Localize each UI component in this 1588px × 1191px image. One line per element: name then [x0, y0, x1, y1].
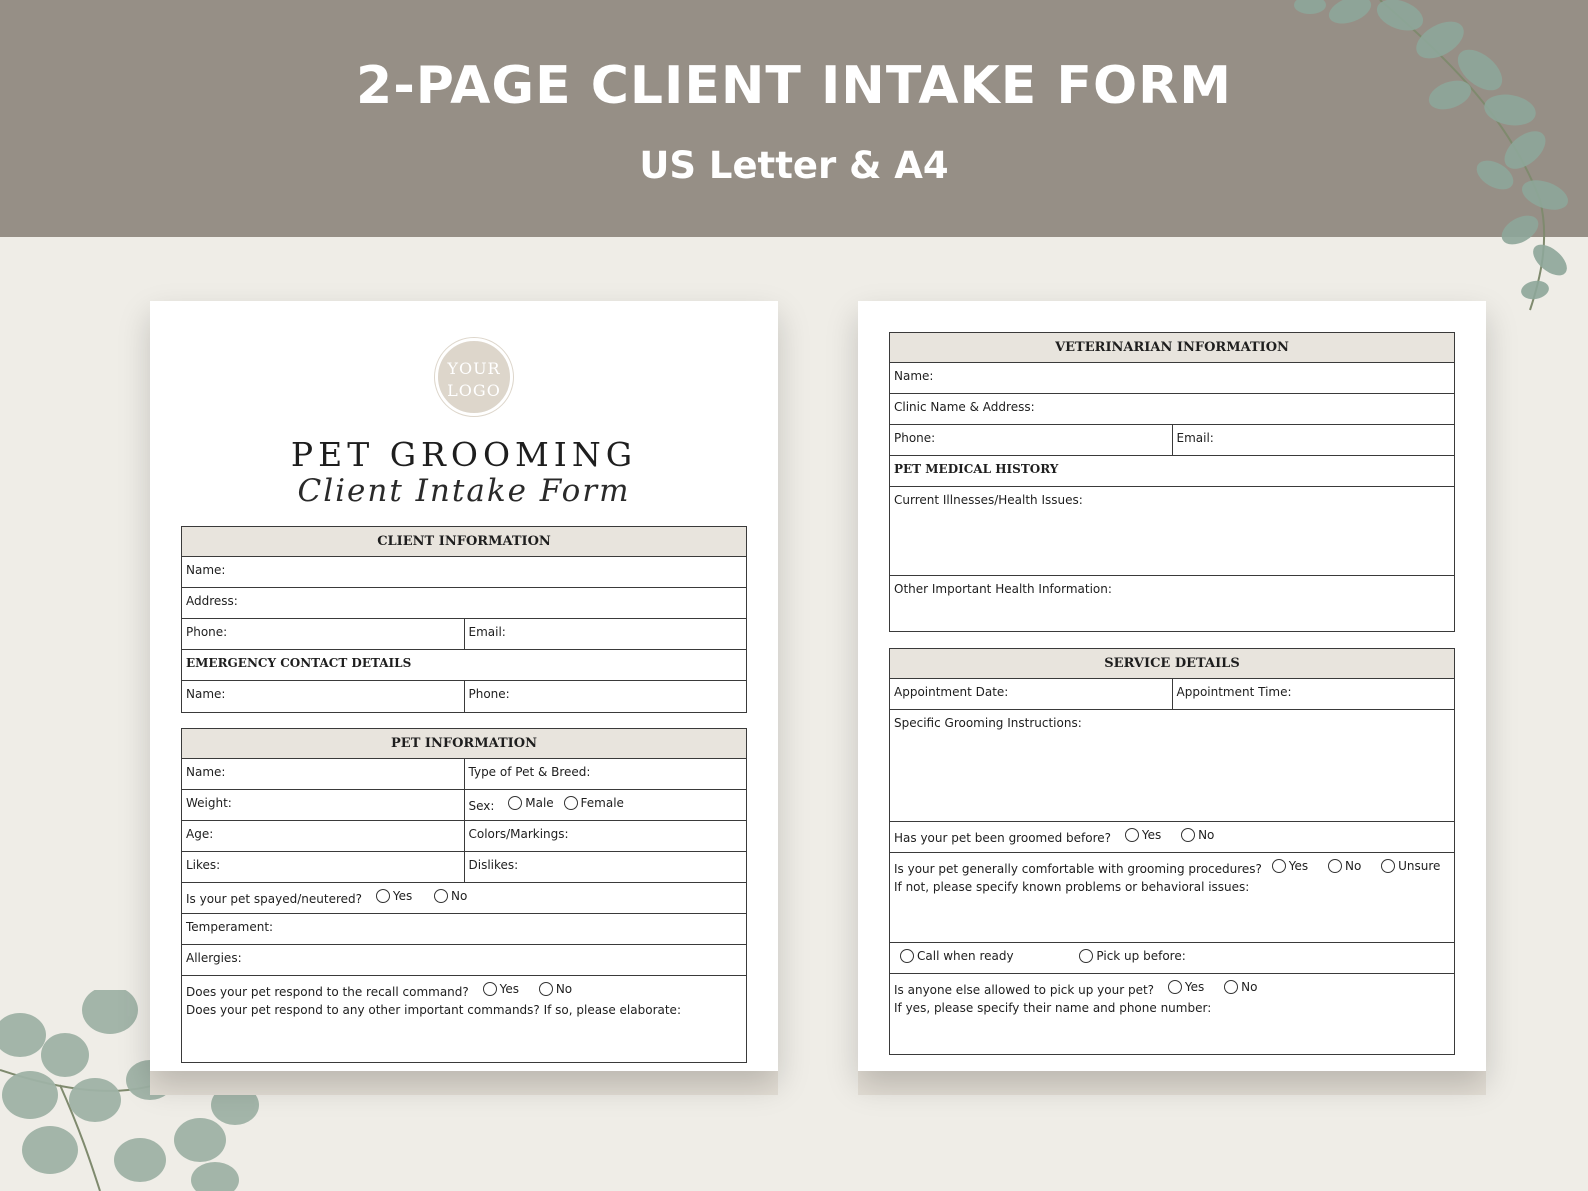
- vet-phone-field[interactable]: Phone:: [894, 431, 936, 445]
- radio-icon: [900, 949, 914, 963]
- groomed-before-question: [890, 822, 1454, 852]
- pet-information-header: PET INFORMATION: [182, 729, 746, 759]
- groomed-no-option[interactable]: [1181, 828, 1214, 842]
- radio-icon: [483, 982, 497, 996]
- pet-information-table: [181, 728, 747, 1063]
- allergies-field[interactable]: Allergies:: [186, 951, 242, 965]
- anyone-yes-option[interactable]: [1168, 980, 1204, 994]
- radio-icon: [1328, 859, 1342, 873]
- commands-label: Does your pet respond to any other important commands? If so, please elaborate:: [186, 1003, 681, 1017]
- call-when-ready-option[interactable]: [900, 949, 1014, 963]
- sex-female-option[interactable]: [564, 796, 624, 810]
- vet-email-field[interactable]: Email:: [1172, 425, 1455, 455]
- yes-label: Yes: [1288, 859, 1309, 873]
- pet-age-field[interactable]: Age:: [186, 827, 214, 841]
- groomed-yes-option[interactable]: [1125, 828, 1161, 842]
- client-phone-field[interactable]: Phone:: [186, 625, 228, 639]
- form-page-2: [858, 301, 1486, 1071]
- pet-name-field[interactable]: Name:: [186, 765, 226, 779]
- pet-weight-field[interactable]: Weight:: [186, 796, 232, 810]
- radio-icon: [539, 982, 553, 996]
- radio-icon: [1224, 980, 1238, 994]
- radio-icon: [1381, 859, 1395, 873]
- page1-shadow: [150, 1071, 778, 1095]
- recall-label: Does your pet respond to the recall command?: [186, 985, 469, 999]
- comfortable-question[interactable]: [890, 853, 1454, 942]
- radio-icon: [1079, 949, 1093, 963]
- anyone-no-option[interactable]: [1224, 980, 1257, 994]
- radio-icon: [1181, 828, 1195, 842]
- radio-icon: [1125, 828, 1139, 842]
- illnesses-field[interactable]: Current Illnesses/Health Issues:: [894, 493, 1083, 507]
- recall-yes-option[interactable]: [483, 982, 519, 996]
- logo-line1: YOUR: [447, 359, 501, 378]
- recall-question[interactable]: [182, 976, 746, 1062]
- yes-label: Yes: [1141, 828, 1162, 842]
- pickup-label: Pick up before:: [1096, 949, 1186, 963]
- no-label: No: [1198, 828, 1215, 842]
- radio-icon: [1168, 980, 1182, 994]
- issues-label: If not, please specify known problems or behavioral issues:: [894, 880, 1250, 894]
- pet-likes-field[interactable]: Likes:: [186, 858, 221, 872]
- logo-placeholder: [435, 338, 513, 416]
- emergency-name-field[interactable]: Name:: [186, 687, 226, 701]
- grooming-instructions-field[interactable]: Specific Grooming Instructions:: [894, 716, 1082, 730]
- no-label: No: [451, 889, 468, 903]
- veterinarian-information-table: [889, 332, 1455, 632]
- spayed-yes-option[interactable]: [376, 889, 412, 903]
- yes-label: Yes: [499, 982, 519, 996]
- other-health-field[interactable]: Other Important Health Information:: [894, 582, 1112, 596]
- no-label: No: [1344, 859, 1362, 873]
- client-information-table: [181, 526, 747, 713]
- radio-icon: [564, 796, 578, 810]
- pet-sex-field: [464, 790, 747, 820]
- appointment-time-field[interactable]: Appointment Time:: [1172, 679, 1455, 709]
- page2-shadow: [858, 1071, 1486, 1095]
- comfortable-label: Is your pet generally comfortable with grooming procedures?: [894, 862, 1262, 876]
- pick-up-before-option[interactable]: [1079, 949, 1185, 963]
- comfortable-yes-option[interactable]: [1272, 859, 1308, 873]
- banner-title: 2-PAGE CLIENT INTAKE FORM: [356, 56, 1232, 116]
- comfortable-no-option[interactable]: [1328, 859, 1361, 873]
- client-address-field[interactable]: Address:: [186, 594, 238, 608]
- service-details-header: SERVICE DETAILS: [890, 649, 1454, 679]
- radio-icon: [508, 796, 522, 810]
- form-page-1: [150, 301, 778, 1071]
- groomed-label: Has your pet been groomed before?: [894, 831, 1112, 845]
- comfortable-unsure-option[interactable]: [1381, 859, 1440, 873]
- medical-history-heading: PET MEDICAL HISTORY: [894, 462, 1059, 476]
- form-subtitle: Client Intake Form: [297, 473, 631, 509]
- unsure-label: Unsure: [1398, 859, 1441, 873]
- pet-dislikes-field[interactable]: Dislikes:: [464, 852, 747, 882]
- call-label: Call when ready: [917, 949, 1014, 963]
- eucalyptus-top-right-icon: [1150, 0, 1588, 320]
- vet-name-field[interactable]: Name:: [894, 369, 934, 383]
- anyone-pickup-question[interactable]: [890, 974, 1454, 1054]
- sex-male-option[interactable]: [508, 796, 553, 810]
- male-label: Male: [525, 796, 554, 810]
- client-email-field[interactable]: Email:: [464, 619, 747, 649]
- spayed-label: Is your pet spayed/neutered?: [186, 892, 363, 906]
- spayed-question: [182, 883, 746, 913]
- radio-icon: [434, 889, 448, 903]
- veterinarian-information-header: VETERINARIAN INFORMATION: [890, 333, 1454, 363]
- temperament-field[interactable]: Temperament:: [186, 920, 274, 934]
- appointment-date-field[interactable]: Appointment Date:: [894, 685, 1009, 699]
- specify-label: If yes, please specify their name and phone number:: [894, 1001, 1212, 1015]
- emergency-phone-field[interactable]: Phone:: [464, 681, 747, 712]
- form-title: PET GROOMING: [290, 435, 638, 474]
- no-label: No: [1241, 980, 1258, 994]
- pickup-options: [890, 943, 1454, 973]
- yes-label: Yes: [1184, 980, 1205, 994]
- no-label: No: [555, 982, 573, 996]
- sex-label: Sex:: [468, 799, 495, 813]
- client-information-header: CLIENT INFORMATION: [182, 527, 746, 557]
- client-name-field[interactable]: Name:: [186, 563, 226, 577]
- recall-no-option[interactable]: [539, 982, 572, 996]
- anyone-label: Is anyone else allowed to pick up your pet?: [894, 983, 1155, 997]
- pet-colors-field[interactable]: Colors/Markings:: [464, 821, 747, 851]
- spayed-no-option[interactable]: [434, 889, 467, 903]
- radio-icon: [1272, 859, 1286, 873]
- service-details-table: [889, 648, 1455, 1055]
- pet-type-field[interactable]: Type of Pet & Breed:: [464, 759, 747, 789]
- yes-label: Yes: [392, 889, 413, 903]
- clinic-field[interactable]: Clinic Name & Address:: [894, 400, 1035, 414]
- emergency-contact-heading: EMERGENCY CONTACT DETAILS: [186, 656, 412, 670]
- logo-line2: LOGO: [447, 381, 501, 400]
- banner-subtitle: US Letter & A4: [639, 144, 949, 187]
- female-label: Female: [580, 796, 624, 810]
- radio-icon: [376, 889, 390, 903]
